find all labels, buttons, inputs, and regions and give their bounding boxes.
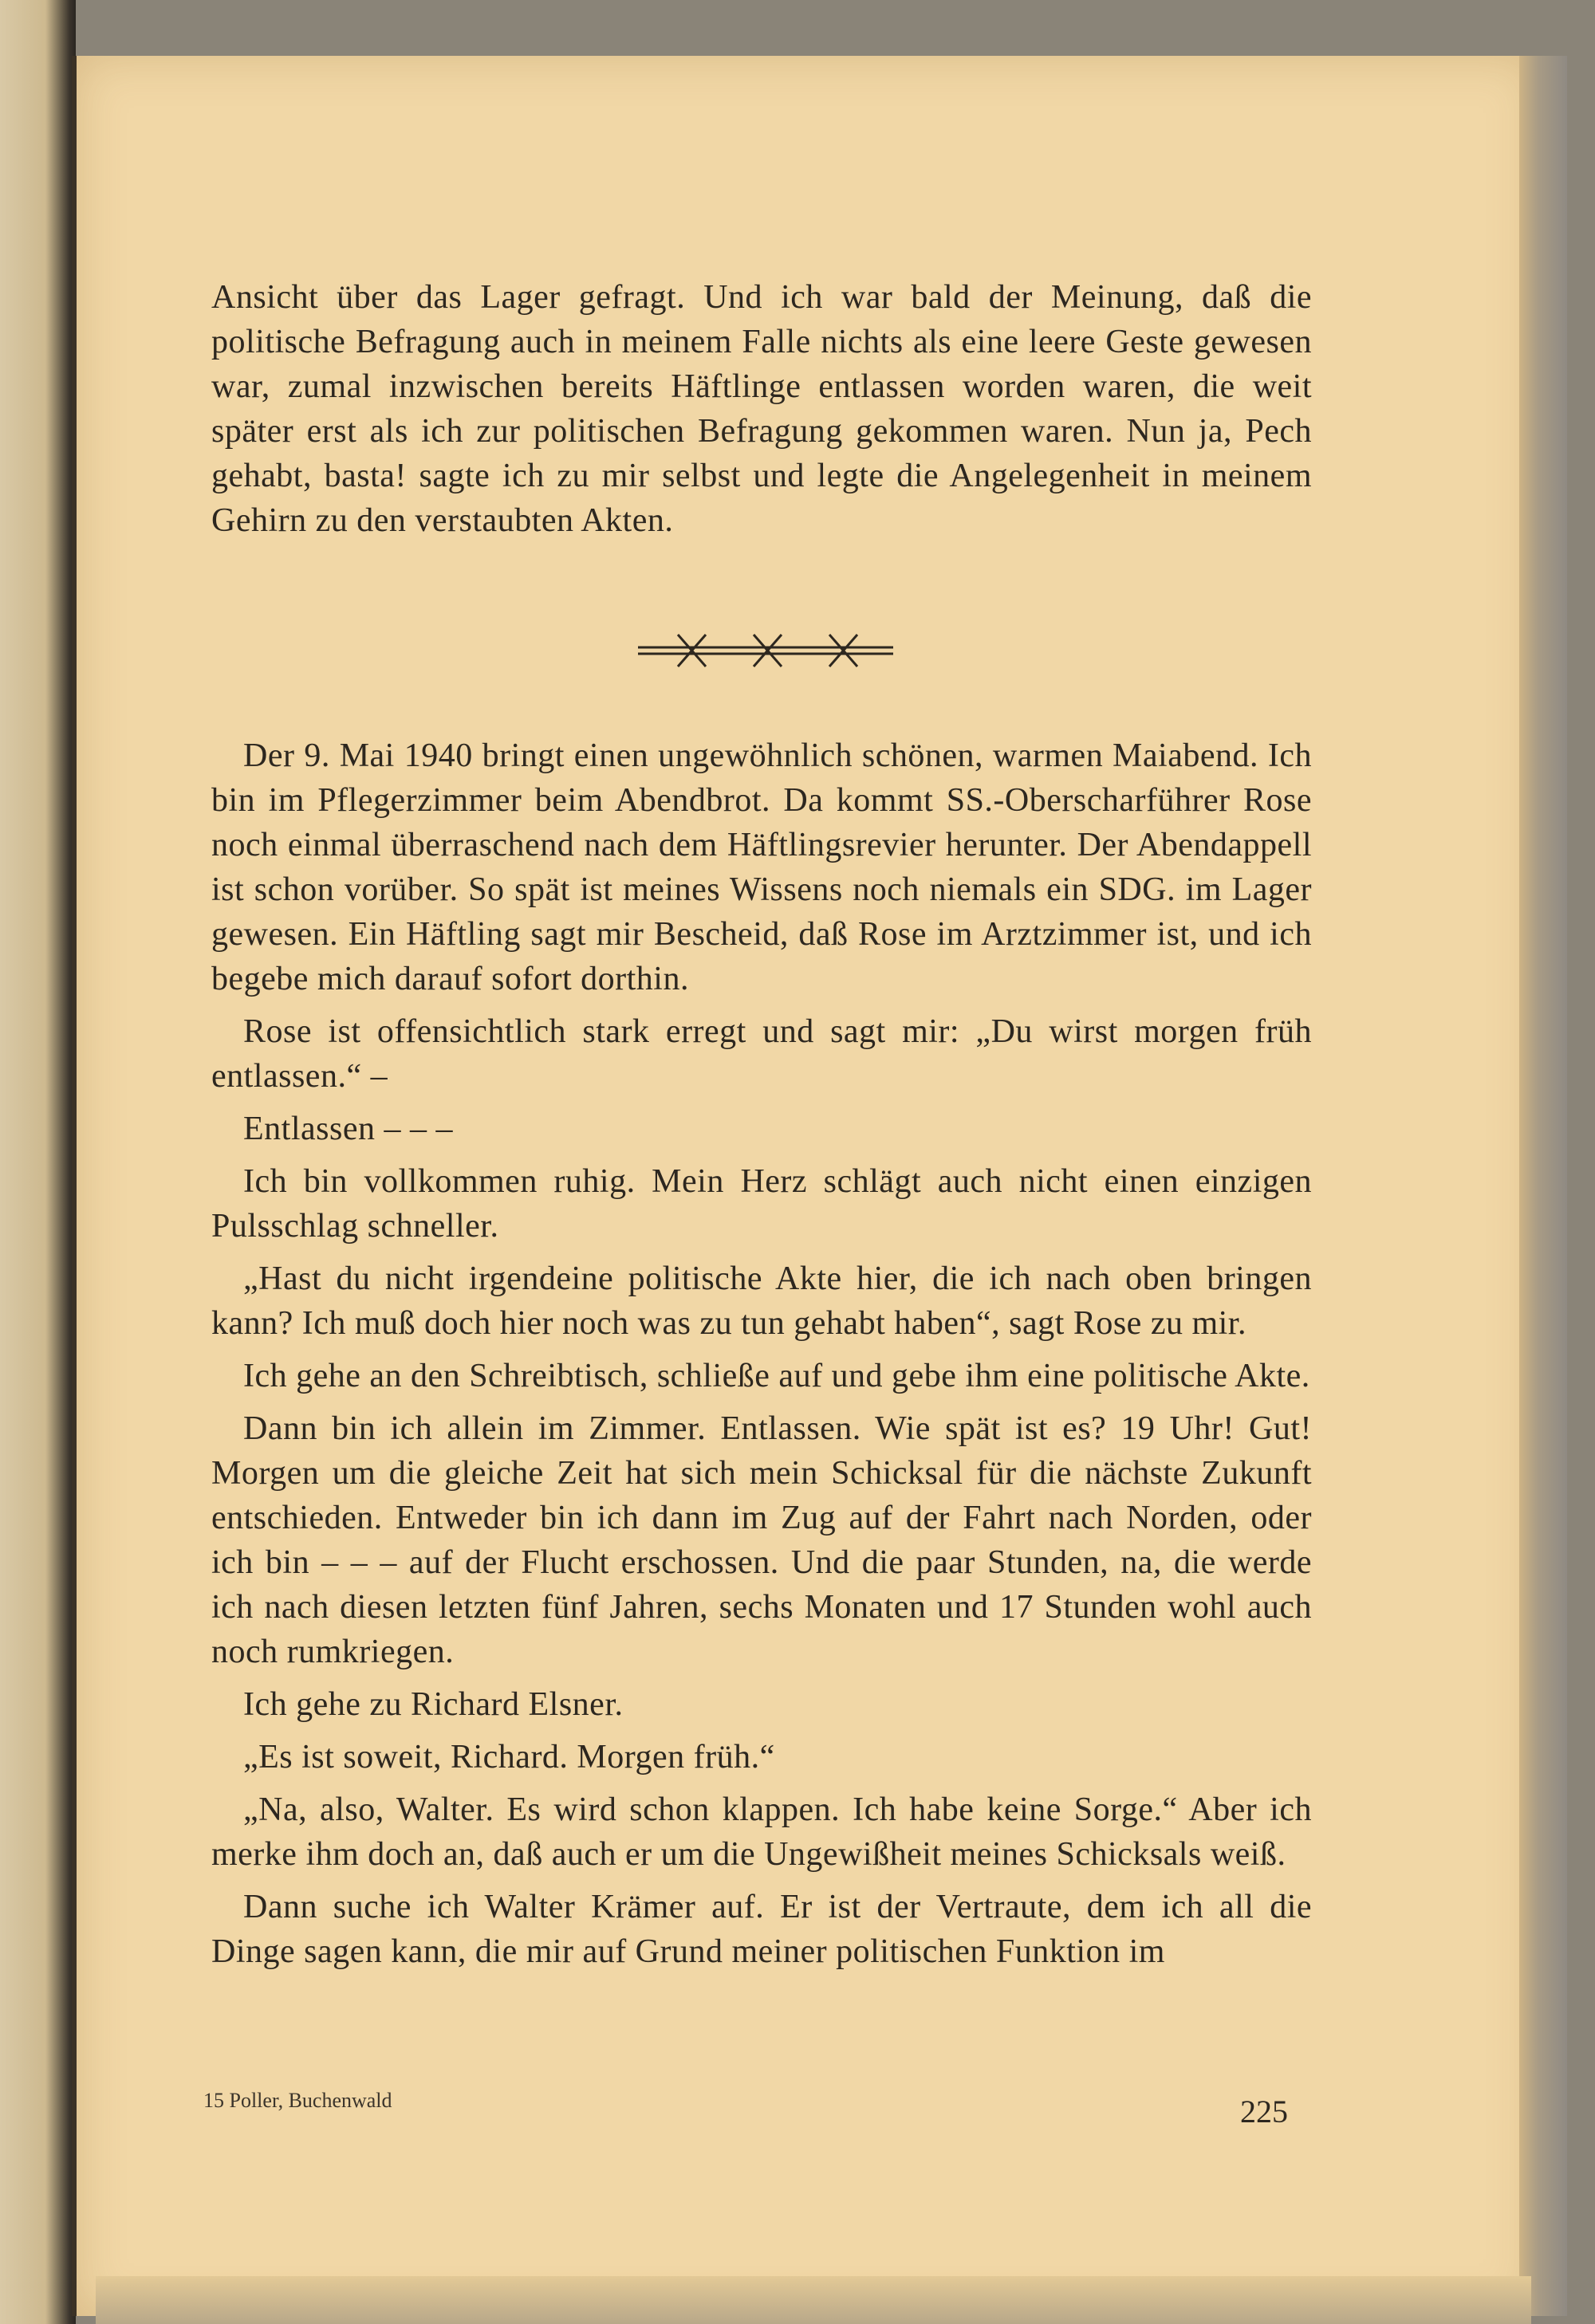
paragraph: Rose ist offensichtlich stark erregt und sagt mir: „Du wirst morgen früh entlassen.“ – xyxy=(211,1013,1312,1095)
paragraph: Dann bin ich allein im Zimmer. Entlassen. Wie spät ist es? 19 Uhr! Gut! Morgen um die gleiche Zeit hat sich mein Schicksal für die nächste Zukunft entschieden. Entweder bin ich dann im Zug auf der Fahrt nach Norden, oder ich bin – – – auf der Flucht erschossen. Und die paar Stunden, na, die werde ich nach diesen letzten fünf Jahren, sechs Monaten und 17 Stunden wohl auch noch rumkriegen. xyxy=(211,1410,1312,1670)
paragraph: Ich gehe zu Richard Elsner. xyxy=(243,1686,624,1723)
paragraph: Ansicht über das Lager gefragt. Und ich war bald der Meinung, daß die politische Befragung auch in meinem Falle nichts als eine leere Geste gewesen war, zumal inzwischen bereits Häftlinge entlassen worden waren, die weit später erst als ich zur politischen Befragung gekommen waren. Nun ja, Pech gehabt, basta! sagte ich zu mir selbst und legte die Angelegenheit in meinem Gehirn zu den verstaubten Akten. xyxy=(211,279,1312,539)
barbed-wire-ornament-icon xyxy=(630,630,901,670)
paragraph: „Hast du nicht irgendeine politische Akte hier, die ich nach oben bringen kann? Ich muß doch hier noch was zu tun gehabt haben“, sagt Rose zu mir. xyxy=(211,1260,1312,1342)
opening-paragraph xyxy=(211,275,1312,543)
page-edge-bottom xyxy=(96,2276,1531,2324)
page-edge-right xyxy=(1519,56,1567,2316)
main-text xyxy=(211,733,1312,1974)
page-number: 225 xyxy=(1240,2094,1288,2129)
paragraph: Entlassen – – – xyxy=(243,1111,453,1147)
footer-note: 15 Poller, Buchenwald xyxy=(203,2089,392,2112)
paragraph: Dann suche ich Walter Krämer auf. Er ist der Vertraute, dem ich all die Dinge sagen kann, die mir auf Grund meiner politischen Funktion im xyxy=(211,1889,1312,1970)
paragraph: „Na, also, Walter. Es wird schon klappen. Ich habe keine Sorge.“ Aber ich merke ihm doch an, daß auch er um die Ungewißheit meines Schicksals weiß. xyxy=(211,1791,1312,1873)
binding-edge xyxy=(0,0,76,2324)
paragraph: Der 9. Mai 1940 bringt einen ungewöhnlich schönen, warmen Maiabend. Ich bin im Pflegerzimmer beim Abendbrot. Da kommt SS.-Oberscharführer Rose noch einmal überraschend nach dem Häftlingsrevier herunter. Der Abendappell ist schon vorüber. So spät ist meines Wissens noch niemals ein SDG. im Lager gewesen. Ein Häftling sagt mir Bescheid, daß Rose im Arztzimmer ist, und ich begebe mich darauf sofort dorthin. xyxy=(211,737,1312,997)
paragraph: „Es ist soweit, Richard. Morgen früh.“ xyxy=(243,1739,775,1775)
paragraph: Ich gehe an den Schreibtisch, schließe auf und gebe ihm eine politische Akte. xyxy=(243,1358,1310,1394)
paragraph: Ich bin vollkommen ruhig. Mein Herz schlägt auch nicht einen einzigen Pulsschlag schneller. xyxy=(211,1163,1312,1245)
